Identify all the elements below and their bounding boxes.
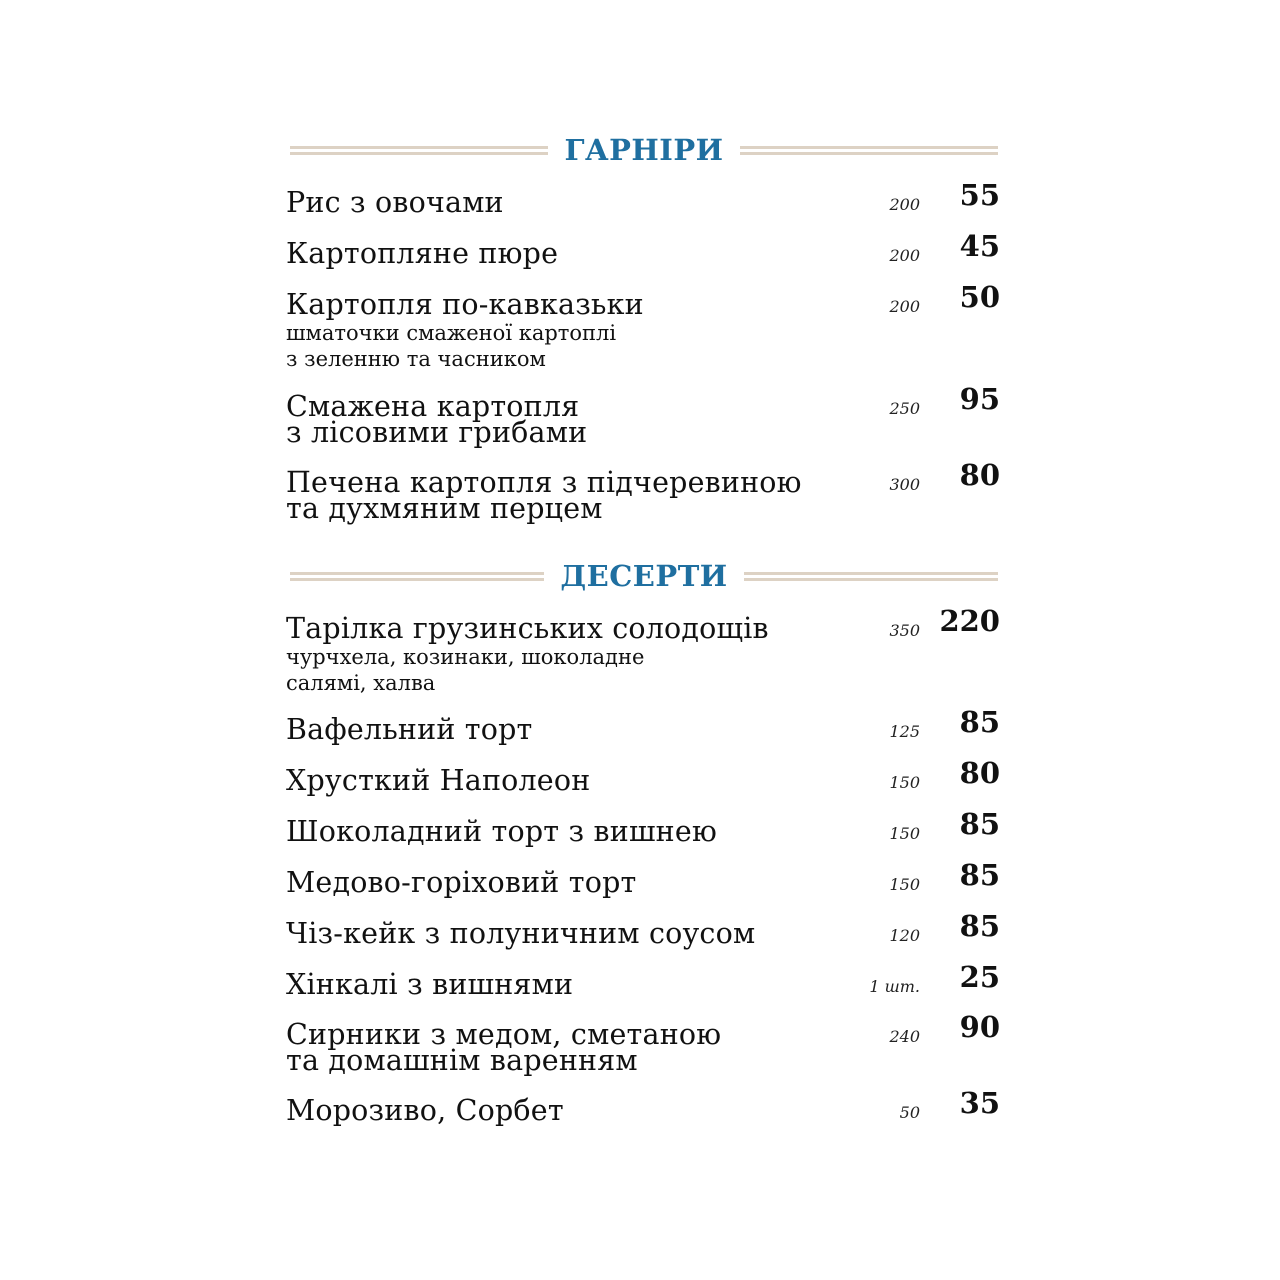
item-name: Сирники з медом, сметаною та домашнім варенням — [286, 1018, 722, 1077]
item-weight: 240 — [889, 1027, 920, 1046]
item-name: Хрусткий Наполеон — [286, 764, 591, 797]
menu-item — [286, 458, 1000, 525]
item-weight: 250 — [889, 399, 920, 418]
menu-item — [286, 382, 1000, 449]
item-name: Картопляне пюре — [286, 237, 559, 270]
item-price: 220 — [939, 604, 1000, 638]
item-price: 95 — [959, 382, 1000, 416]
item-name: Картопля по-кавказьки — [286, 288, 644, 321]
menu-item — [286, 705, 1000, 746]
menu-item — [286, 1086, 1000, 1127]
item-weight: 300 — [889, 475, 920, 494]
menu-item — [286, 229, 1000, 270]
menu-item — [286, 280, 1000, 372]
item-price: 85 — [959, 909, 1000, 943]
divider-rule — [290, 146, 548, 155]
item-name: Смажена картопля з лісовими грибами — [286, 390, 588, 449]
item-name: Морозиво, Сорбет — [286, 1094, 564, 1127]
menu-item — [286, 960, 1000, 1001]
item-price: 85 — [959, 807, 1000, 841]
menu-item — [286, 604, 1000, 696]
item-price: 90 — [959, 1010, 1000, 1044]
item-price: 55 — [959, 178, 1000, 212]
section-header-desserts — [286, 556, 1000, 596]
section-title: ДЕСЕРТИ — [560, 559, 728, 593]
item-price: 35 — [959, 1086, 1000, 1120]
item-price: 50 — [959, 280, 1000, 314]
item-price: 80 — [959, 756, 1000, 790]
item-name: Тарілка грузинських солодощів — [286, 612, 769, 645]
item-weight: 120 — [889, 926, 920, 945]
item-name: Медово-горіховий торт — [286, 866, 637, 899]
item-weight: 125 — [889, 722, 920, 741]
item-name: Рис з овочами — [286, 186, 504, 219]
item-weight: 150 — [889, 773, 920, 792]
item-name: Чіз-кейк з полуничним соусом — [286, 917, 756, 950]
menu-item — [286, 178, 1000, 219]
item-weight: 150 — [889, 824, 920, 843]
item-price: 45 — [959, 229, 1000, 263]
item-weight: 200 — [889, 246, 920, 265]
item-price: 80 — [959, 458, 1000, 492]
item-price: 25 — [959, 960, 1000, 994]
menu-item — [286, 909, 1000, 950]
item-name: Печена картопля з підчеревиною та духмяним перцем — [286, 466, 802, 525]
item-weight: 150 — [889, 875, 920, 894]
item-weight: 50 — [899, 1103, 920, 1122]
item-weight: 1 шт. — [869, 977, 920, 996]
section-header-garnishes — [286, 130, 1000, 170]
item-description: шматочки смаженої картоплі з зеленню та часником — [286, 321, 617, 371]
divider-rule — [740, 146, 998, 155]
item-name: Вафельний торт — [286, 713, 533, 746]
item-weight: 200 — [889, 297, 920, 316]
item-price: 85 — [959, 858, 1000, 892]
menu-page — [286, 0, 1000, 1280]
item-weight: 350 — [889, 621, 920, 640]
item-description: чурчхела, козинаки, шоколадне салямі, халва — [286, 645, 645, 695]
divider-rule — [290, 572, 544, 581]
menu-item — [286, 858, 1000, 899]
menu-item — [286, 807, 1000, 848]
menu-item — [286, 1010, 1000, 1077]
item-name: Хінкалі з вишнями — [286, 968, 574, 1001]
item-price: 85 — [959, 705, 1000, 739]
section-title: ГАРНІРИ — [564, 133, 724, 167]
menu-item — [286, 756, 1000, 797]
item-weight: 200 — [889, 195, 920, 214]
divider-rule — [744, 572, 998, 581]
item-name: Шоколадний торт з вишнею — [286, 815, 717, 848]
